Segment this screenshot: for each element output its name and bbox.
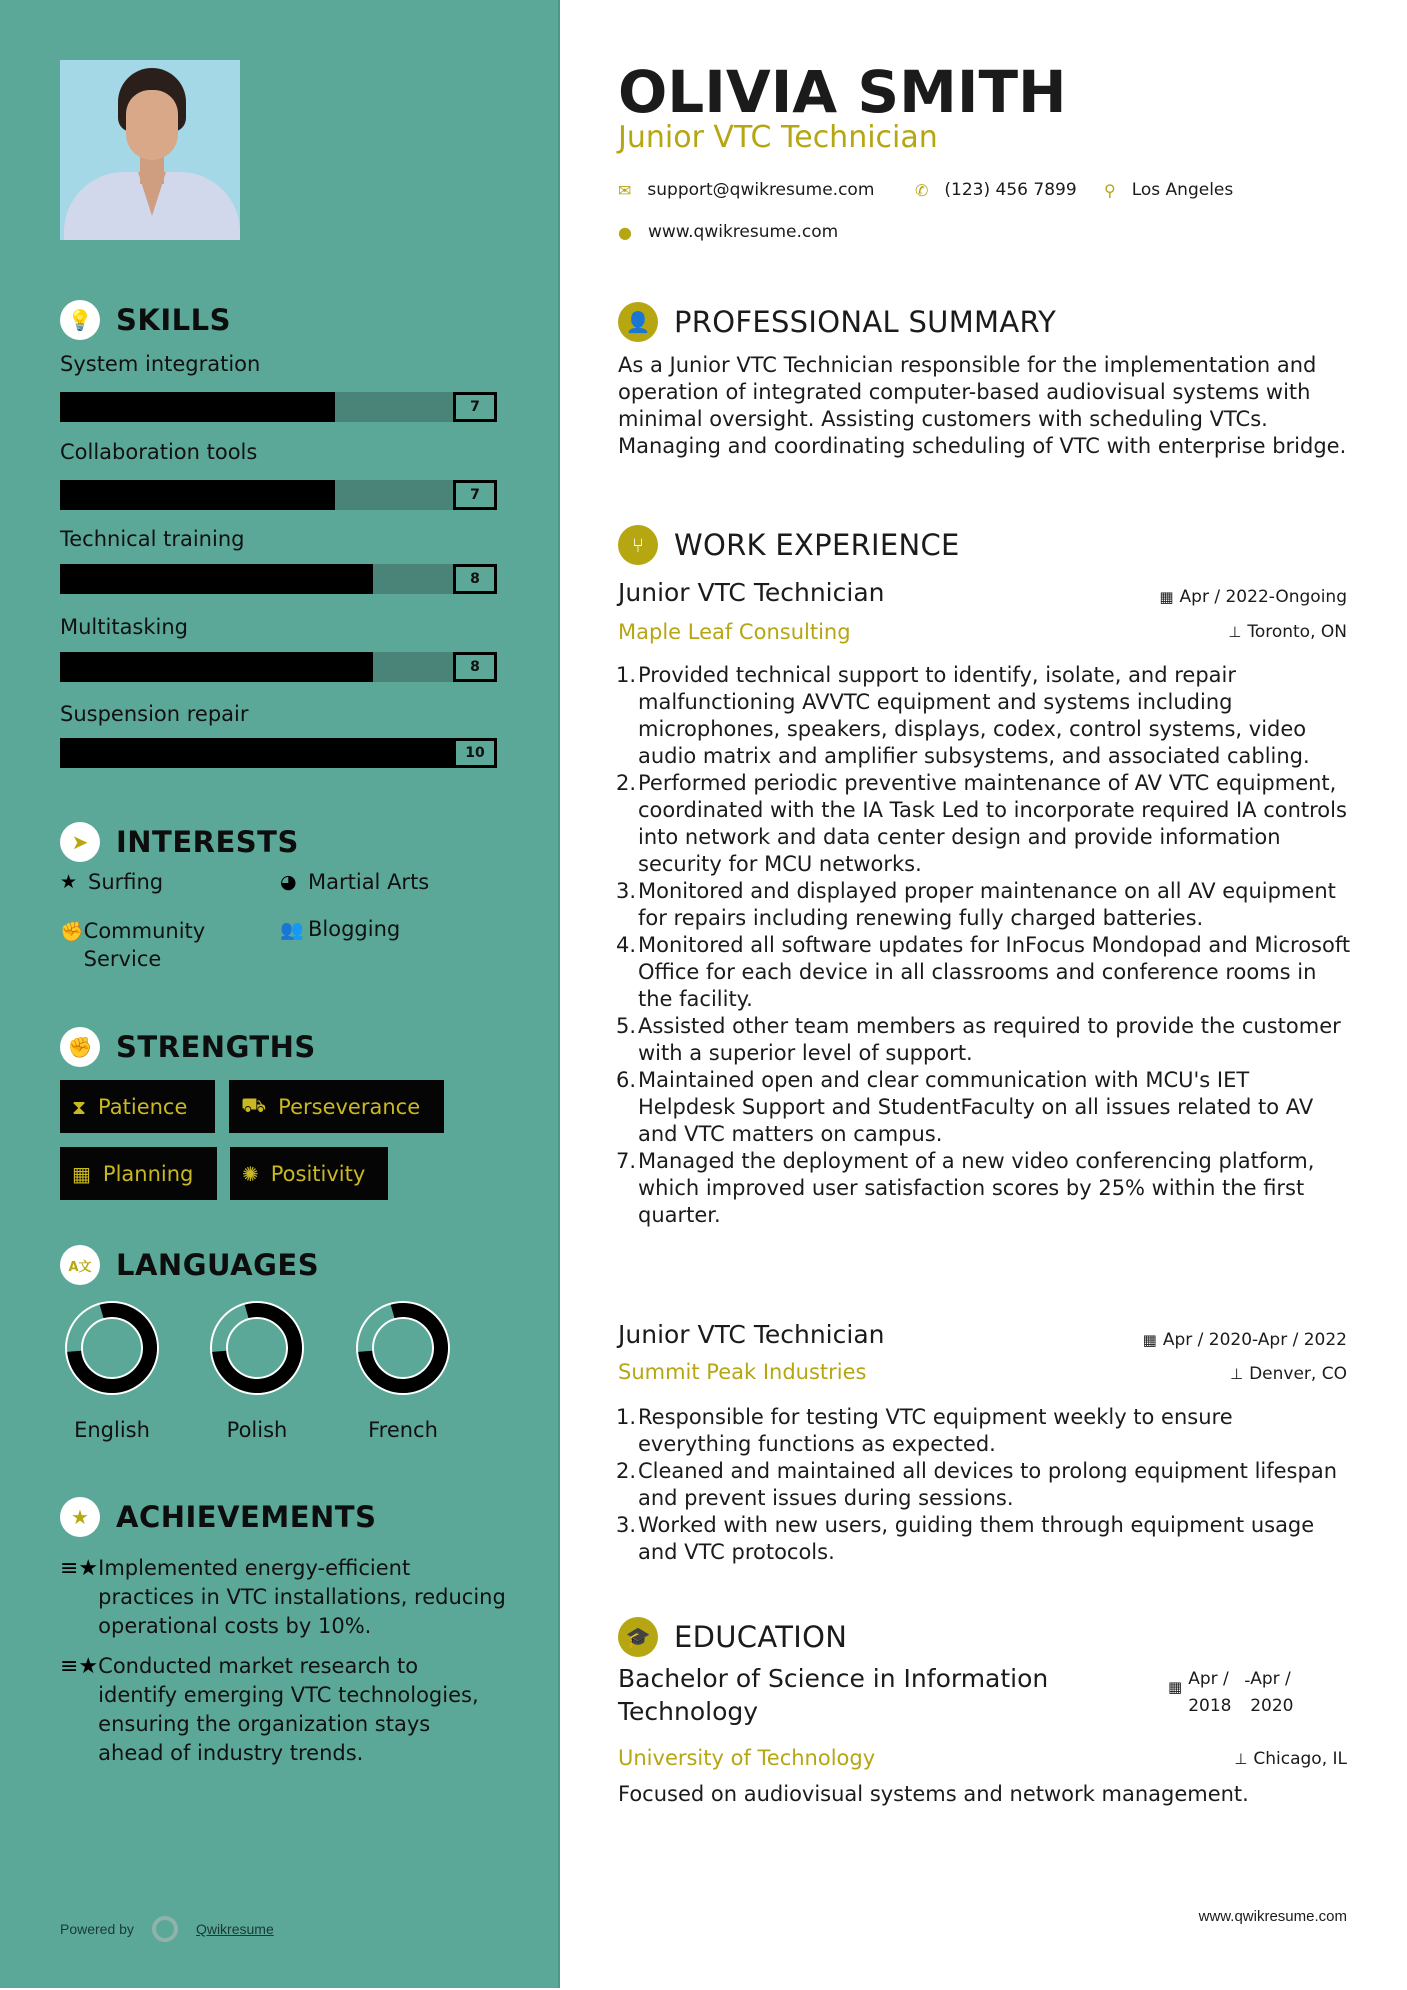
language-item: Polish xyxy=(207,1300,307,1442)
interest-item: ✊ Community Service xyxy=(60,919,206,971)
users-icon: 👥 xyxy=(280,919,304,941)
education-dates: ▦ Apr / 2018 - Apr / 2020 xyxy=(1168,1666,1306,1720)
skill-value-badge: 8 xyxy=(453,564,497,594)
duty-item: 3. Worked with new users, guiding them through equipment usage and VTC protocols. xyxy=(615,1513,1315,1564)
graduate-icon: 🎓 xyxy=(618,1617,658,1657)
candidate-role: Junior VTC Technician xyxy=(618,120,938,155)
fist-icon: ✊ xyxy=(60,1027,100,1067)
duty-item: 1. Provided technical support to identify, isolate, and repair malfunctioning AVVTC equipment and systems including microphones, speakers, displays, codex, control systems, video audio matrix and amplifier subsystems, and associated cabling. xyxy=(615,663,1310,768)
job-company: Maple Leaf Consulting xyxy=(618,620,851,644)
paper-plane-icon: ➤ xyxy=(60,822,100,862)
skill-bar xyxy=(60,392,497,422)
strength-tag: ⧗ Patience xyxy=(60,1080,215,1133)
interest-item: ◕ Martial Arts xyxy=(280,870,430,894)
duty-item: 7. Managed the deployment of a new video conferencing platform, which improved user satisfaction scores by 25% within the first quarter. xyxy=(615,1149,1315,1227)
calendar-icon: ▦ xyxy=(72,1161,91,1186)
language-item: English xyxy=(62,1300,162,1442)
road-icon: ⛟ xyxy=(241,1093,267,1117)
pin-icon: ⊥ xyxy=(1230,1365,1244,1383)
skill-fill xyxy=(60,652,373,682)
skill-fill xyxy=(60,480,335,510)
sun-icon: ✺ xyxy=(242,1161,259,1186)
education-location: ⊥ Chicago, IL xyxy=(1234,1749,1347,1769)
email-icon: ✉ xyxy=(618,180,632,200)
globe-icon: ◕ xyxy=(280,871,297,893)
map-pin-icon: ⚲ xyxy=(1104,180,1116,200)
languages-heading: A文 LANGUAGES xyxy=(60,1245,319,1285)
skill-value-badge: 7 xyxy=(453,392,497,422)
proficiency-donut xyxy=(64,1300,160,1396)
skill-fill xyxy=(60,392,335,422)
duty-item: 5. Assisted other team members as required to provide the customer with a superior level of support. xyxy=(615,1014,1341,1065)
job-location: ⊥ Toronto, ON xyxy=(1228,622,1347,642)
skill-label: Collaboration tools xyxy=(60,440,258,464)
footer-website-link[interactable]: www.qwikresume.com xyxy=(1198,1908,1347,1925)
proficiency-donut xyxy=(209,1300,305,1396)
powered-by: Powered by Qwikresume xyxy=(60,1916,274,1942)
pin-icon: ⊥ xyxy=(1228,623,1242,641)
candidate-name: OLIVIA SMITH xyxy=(618,58,1067,126)
duty-item: 2. Performed periodic preventive maintenance of AV VTC equipment, coordinated with the IA Task Led to incorporate required IA controls into network and data center design and provide information security for MCU networks. xyxy=(615,771,1347,876)
interest-item: 👥 Blogging xyxy=(280,917,401,941)
hourglass-icon: ⧗ xyxy=(72,1094,87,1119)
skill-label: System integration xyxy=(60,352,261,376)
fist-icon: ✊ xyxy=(60,921,84,943)
achievement-item: ≡★ Implemented energy-efficient practices in VTC installations, reducing operational costs by 10%. xyxy=(60,1556,506,1638)
experience-heading: ⑂ WORK EXPERIENCE xyxy=(618,525,960,565)
duty-item: 2. Cleaned and maintained all devices to prolong equipment lifespan and prevent issues during sessions. xyxy=(615,1459,1338,1510)
contact-location: ⚲ Los Angeles xyxy=(1104,180,1234,200)
strength-tag: ▦ Planning xyxy=(60,1147,217,1200)
calendar-icon: ▦ xyxy=(1168,1678,1183,1696)
interest-item: ★ Surfing xyxy=(60,870,164,894)
contact-phone: ✆ (123) 456 7899 xyxy=(915,180,1077,200)
chair-icon: ⑂ xyxy=(618,525,658,565)
job-dates: ▦ Apr / 2022-Ongoing xyxy=(1159,587,1347,607)
strength-tag: ⛟ Perseverance xyxy=(229,1080,444,1133)
shooting-star-icon: ≡★ xyxy=(60,1556,99,1581)
contact-email[interactable]: ✉ support@qwikresume.com xyxy=(618,180,875,200)
lightbulb-icon: 💡 xyxy=(60,300,100,340)
job-title: Junior VTC Technician xyxy=(618,1320,885,1349)
duty-item: 4. Monitored all software updates for InFocus Mondopad and Microsoft Office for each device in all classrooms and conference rooms in the facility. xyxy=(615,933,1351,1011)
skill-fill xyxy=(60,564,373,594)
duty-item: 3. Monitored and displayed proper maintenance on all AV equipment for repairs including renewing fully charged batteries. xyxy=(615,879,1336,930)
achievement-item: ≡★ Conducted market research to identify emerging VTC technologies, ensuring the organization stays ahead of industry trends. xyxy=(60,1654,479,1765)
duty-item: 1. Responsible for testing VTC equipment weekly to ensure everything functions as expected. xyxy=(615,1405,1233,1456)
sidebar xyxy=(0,0,560,1988)
calendar-icon: ▦ xyxy=(1142,1331,1157,1349)
language-item: French xyxy=(353,1300,453,1442)
education-heading: 🎓 EDUCATION xyxy=(618,1617,847,1657)
summary-heading: 👤 PROFESSIONAL SUMMARY xyxy=(618,302,1056,342)
achievements-heading: ★ ACHIEVEMENTS xyxy=(60,1497,376,1537)
shooting-star-icon: ★ xyxy=(60,1497,100,1537)
strengths-heading: ✊ STRENGTHS xyxy=(60,1027,316,1067)
calendar-icon: ▦ xyxy=(1159,588,1174,606)
strength-tag: ✺ Positivity xyxy=(230,1147,388,1200)
skill-label: Technical training xyxy=(60,527,245,551)
skill-fill xyxy=(60,738,497,768)
skill-bar xyxy=(60,480,497,510)
interests-heading: ➤ INTERESTS xyxy=(60,822,299,862)
job-duties xyxy=(612,1404,1352,1566)
contact-website[interactable]: ● www.qwikresume.com xyxy=(618,222,839,242)
skills-heading: 💡 SKILLS xyxy=(60,300,231,340)
job-dates: ▦ Apr / 2020-Apr / 2022 xyxy=(1142,1330,1347,1350)
qwikresume-logo-icon xyxy=(152,1916,178,1942)
school-name: University of Technology xyxy=(618,1746,876,1770)
proficiency-donut xyxy=(355,1300,451,1396)
user-icon: 👤 xyxy=(618,302,658,342)
skill-value-badge: 10 xyxy=(453,738,497,768)
skill-bar xyxy=(60,652,497,682)
pin-icon: ⊥ xyxy=(1234,1750,1248,1768)
skill-bar xyxy=(60,738,497,768)
skill-label: Multitasking xyxy=(60,615,189,639)
job-duties xyxy=(612,662,1352,1229)
job-location: ⊥ Denver, CO xyxy=(1230,1364,1347,1384)
profile-photo xyxy=(60,60,240,240)
star-icon: ★ xyxy=(60,871,78,893)
shooting-star-icon: ≡★ xyxy=(60,1654,99,1679)
duty-item: 6. Maintained open and clear communication with MCU's IET Helpdesk Support and StudentFaculty on all issues related to AV and VTC matters on campus. xyxy=(615,1068,1314,1146)
skill-value-badge: 7 xyxy=(453,480,497,510)
skill-label: Suspension repair xyxy=(60,702,249,726)
degree-title: Bachelor of Science in Information Technology xyxy=(618,1664,1049,1726)
job-company: Summit Peak Industries xyxy=(618,1360,867,1384)
qwikresume-link[interactable]: Qwikresume xyxy=(195,1921,274,1937)
language-icon: A文 xyxy=(60,1245,100,1285)
job-title: Junior VTC Technician xyxy=(618,578,885,607)
skill-bar xyxy=(60,564,497,594)
globe-icon: ● xyxy=(618,222,632,242)
phone-icon: ✆ xyxy=(915,180,929,200)
skill-value-badge: 8 xyxy=(453,652,497,682)
education-description: Focused on audiovisual systems and network management. xyxy=(618,1782,1249,1806)
summary-text: As a Junior VTC Technician responsible for the implementation and operation of integrated computer-based audiovisual systems with minimal oversight. Assisting customers with scheduling VTCs. Managing and coordinating scheduling of VTC with enterprise bridge. xyxy=(618,353,1347,458)
